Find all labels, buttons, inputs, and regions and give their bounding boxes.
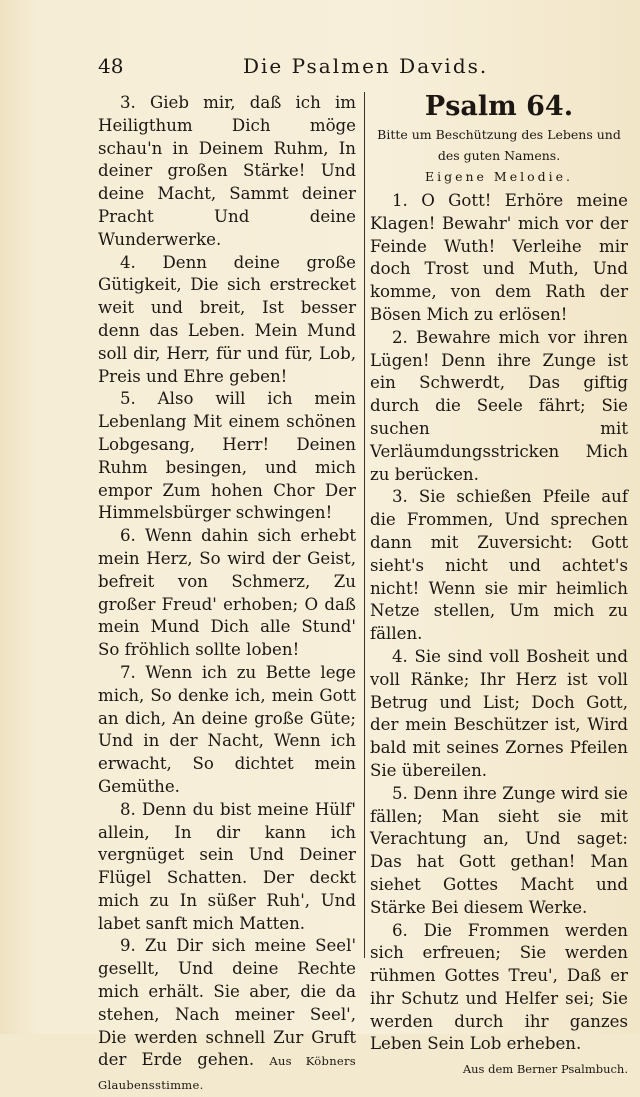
stanza-5: 5. Also will ich mein Lebenlang Mit einem schönen Lobgesang, Herr! Deinen Ruhm besingen, und mich empor Zum hohen Chor Der Himmelsbürger schwingen! bbox=[98, 389, 356, 523]
psalm-stanza-6: 6. Die Frommen werden sich erfreuen; Sie werden rühmen Gottes Treu', Daß er ihr Schutz und Helfer sei; Sie werden durch ihr ganzes Leben Sein Lob erheben. bbox=[370, 920, 628, 1054]
right-attribution: Aus dem Berner Psalmbuch. bbox=[462, 1062, 628, 1077]
stanza-9-text: 9. Zu Dir sich meine Seel' gesellt, Und deine Rechte mich erhält. Sie aber, die da stehen, Nach meiner Seel', Die werden schnell Zur Gruft der Erde gehen. bbox=[98, 936, 356, 1070]
stanza-3: 3. Gieb mir, daß ich im Heiligthum Dich möge schau'n in Deinem Ruhm, In deiner großen Stärke! Und deine Macht, Sammt deiner Pracht Und deine Wunderwerke. bbox=[98, 93, 356, 249]
left-attribution: Aus Köbners Glaubensstimme. bbox=[98, 1054, 357, 1093]
stanza-8: 8. Denn du bist meine Hülf' allein, In dir kann ich vergnüget sein Und Deiner Flügel Schatten. Der deckt mich zu In süßer Ruh', Und labet sanft mich Matten. bbox=[98, 799, 356, 933]
psalm-stanza-1: 1. O Gott! Erhöre meine Klagen! Bewahr' mich vor der Feinde Wuth! Verleihe mir doch Trost und Muth, Und komme, von dem Rath der Bösen Mich zu erlösen! bbox=[370, 191, 628, 324]
page-header bbox=[98, 52, 490, 84]
psalm-subtitle-line-2: des guten Namens. bbox=[437, 148, 561, 163]
stanza-7: 7. Wenn ich zu Bette lege mich, So denke ich, mein Gott an dich, An deine große Güte; Und in der Nacht, Wenn ich erwacht, So dichtet mein Gemüthe. bbox=[98, 662, 356, 796]
psalm-stanza-2: 2. Bewahre mich vor ihren Lügen! Denn ihre Zunge ist ein Schwerdt, Das giftig durch die Seele fährt; Sie suchen mit Verläumdungsstricken Mich zu berücken. bbox=[370, 327, 628, 484]
psalm-title: Psalm 64. bbox=[424, 91, 574, 122]
stanza-9 bbox=[98, 935, 356, 1097]
psalm-stanza-5: 5. Denn ihre Zunge wird sie fällen; Man sieht sie mit Verachtung an, Und saget: Das hat Gott gethan! Man siehet Gottes Macht und Stärke Bei diesem Werke. bbox=[370, 783, 628, 917]
psalm-stanza-3: 3. Sie schießen Pfeile auf die Frommen, Und sprechen dann mit Zuversicht: Gott sieht's nicht und achtet's nicht! Wenn sie mir heimlich Netze stellen, Um mich zu fällen. bbox=[370, 487, 628, 644]
running-title: Die Psalmen Davids. bbox=[243, 54, 489, 78]
left-column bbox=[98, 92, 357, 1093]
stanza-6: 6. Wenn dahin sich erhebt mein Herz, So wird der Geist, befreit von Schmerz, Zu großer Freud' erhoben; O daß mein Mund Dich alle Stund' So fröhlich sollte loben! bbox=[98, 526, 356, 660]
stanza-4: 4. Denn deine große Gütigkeit, Die sich erstrecket weit und breit, Ist besser denn das Leben. Mein Mund soll dir, Herr, für und für, Lob, Preis und Ehre geben! bbox=[98, 252, 356, 386]
psalm-stanza-4: 4. Sie sind voll Bosheit und voll Ränke; Ihr Herz ist voll Betrug und List; Doch Gott, der mein Beschützer ist, Wird bald mit seines Zornes Pfeilen Sie übereilen. bbox=[370, 646, 628, 780]
melody-note: Eigene Melodie. bbox=[424, 169, 574, 184]
column-divider bbox=[364, 92, 365, 958]
page-number: 48 bbox=[98, 54, 124, 78]
psalm-subtitle-line-1: Bitte um Beschützung des Lebens und bbox=[377, 127, 621, 142]
right-column bbox=[370, 91, 628, 1077]
